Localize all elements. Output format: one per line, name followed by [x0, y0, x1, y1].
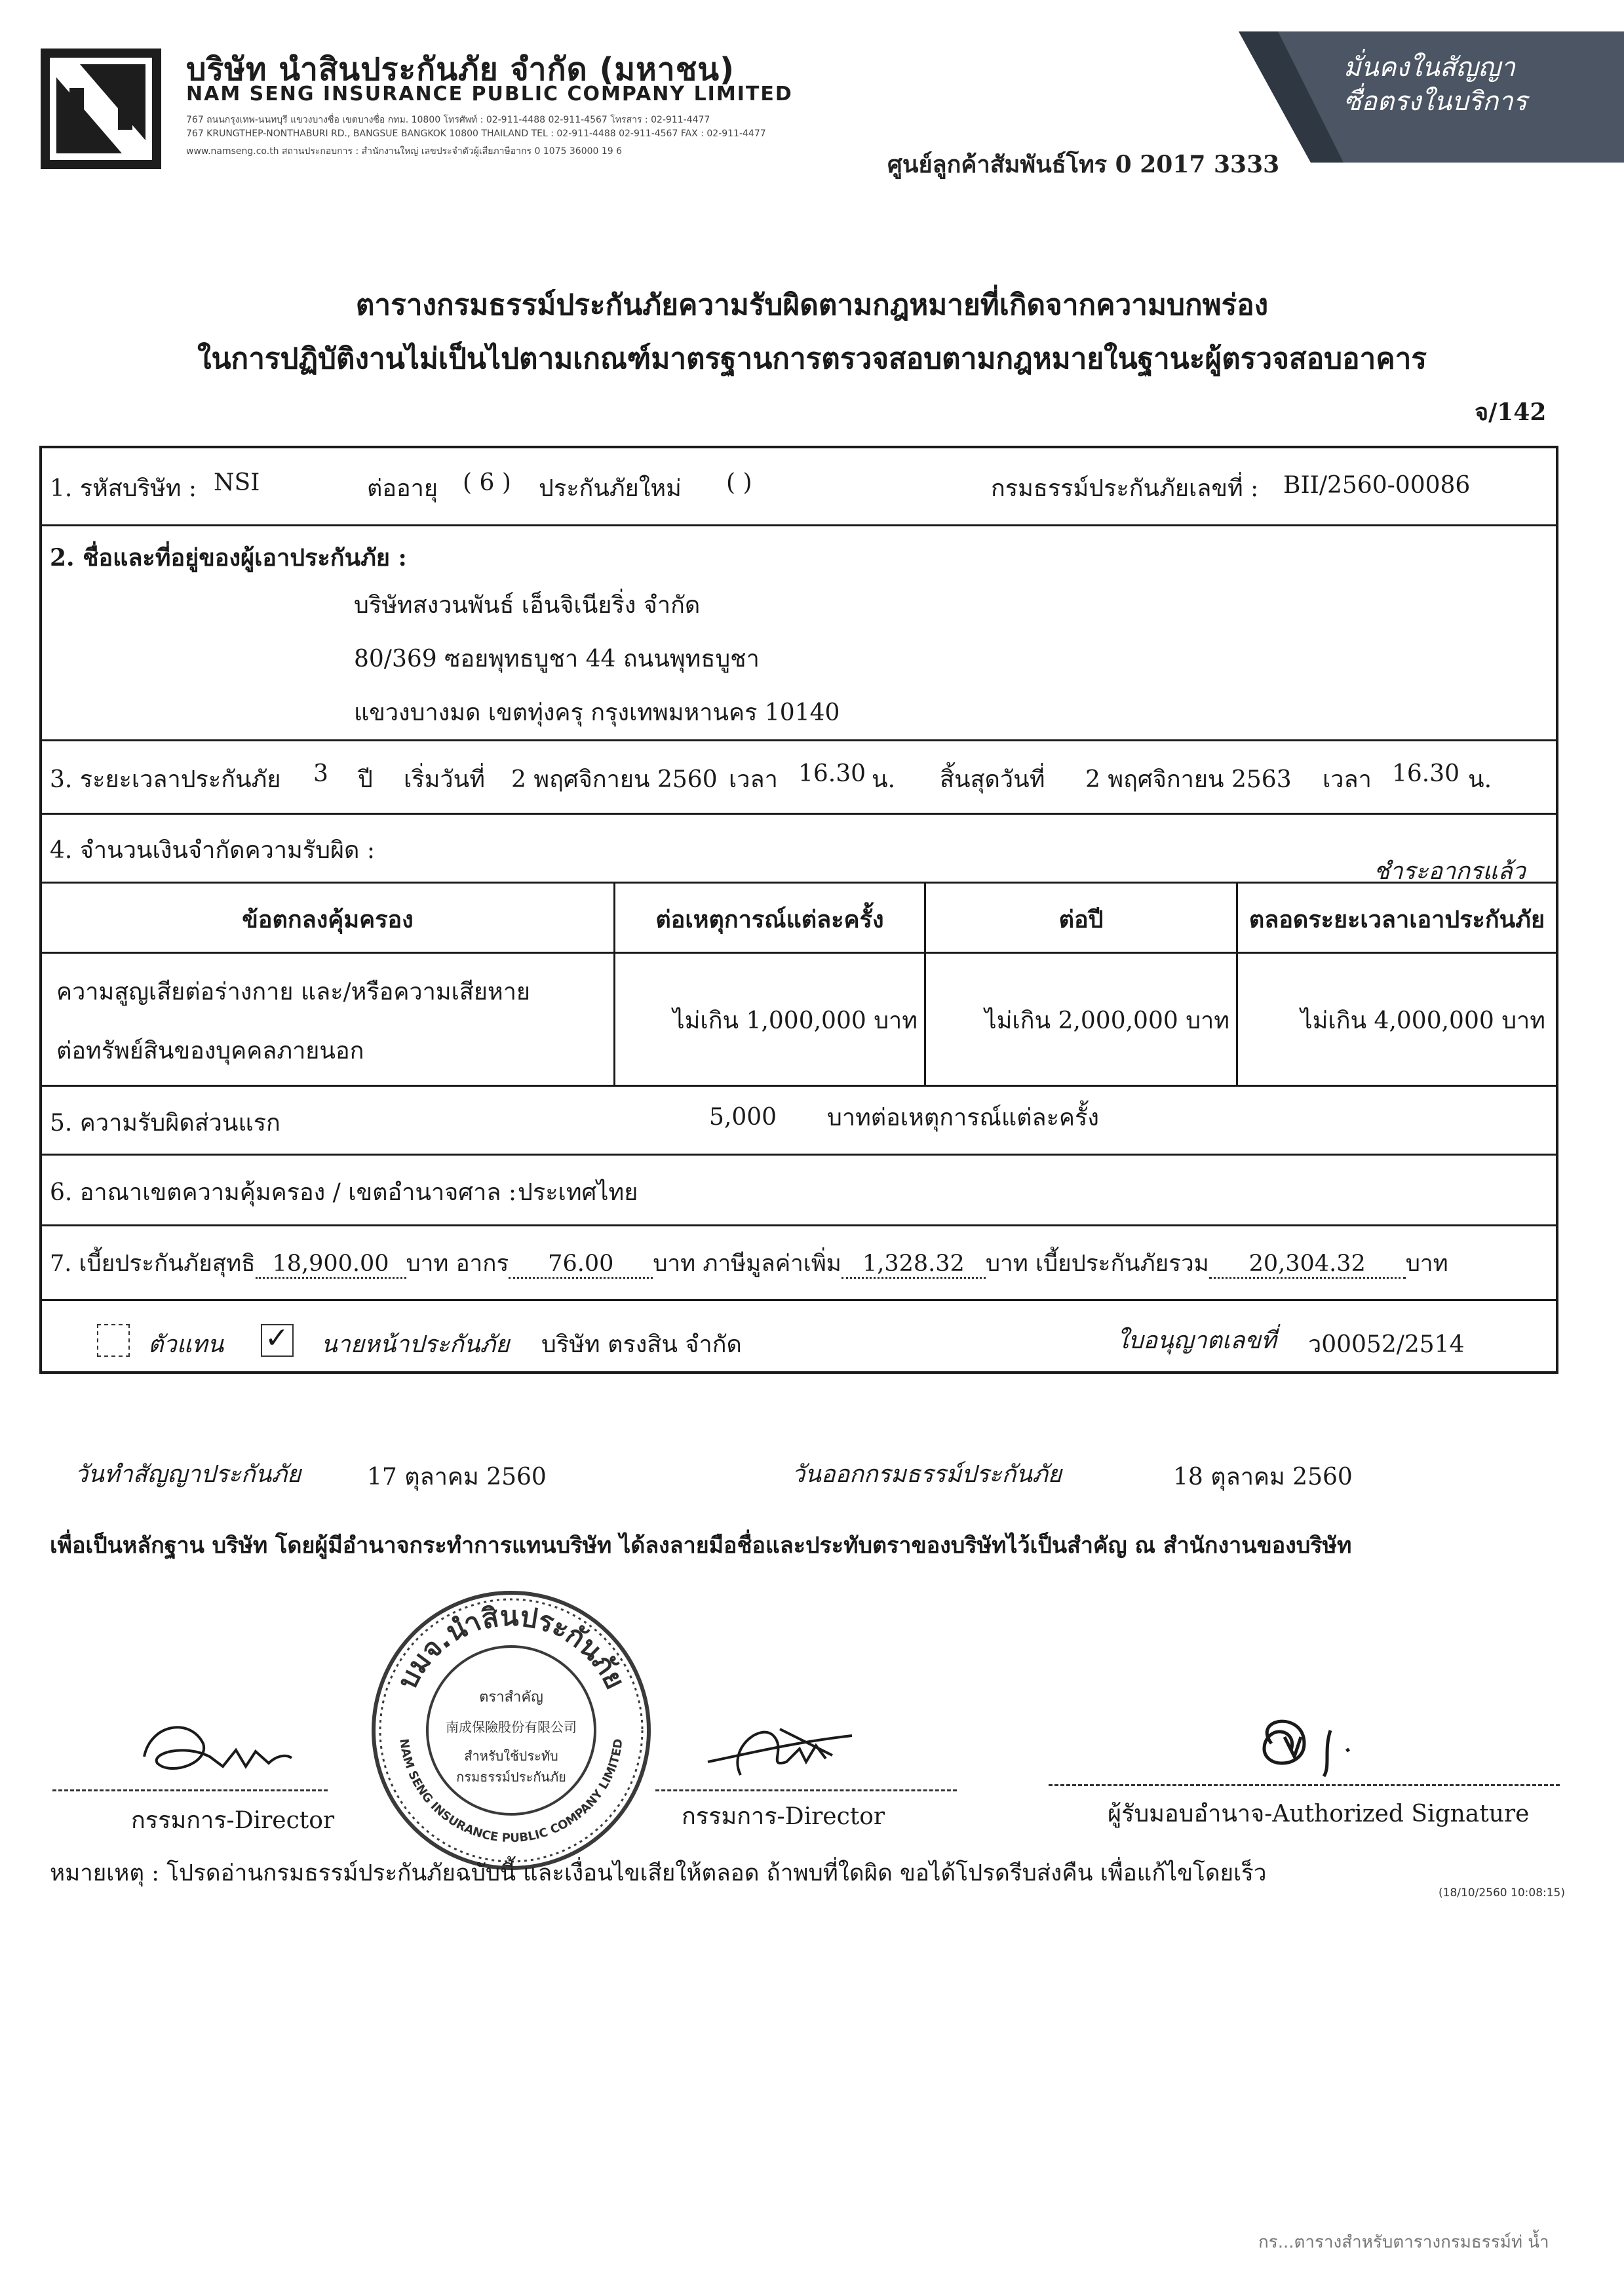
stamp-duty-label: อากร — [455, 1251, 509, 1277]
period-years: 3 — [313, 760, 328, 787]
insured-address-line-1: 80/369 ซอยพุทธบูชา 44 ถนนพุทธบูชา — [354, 646, 760, 673]
baht-unit: บาท — [653, 1251, 696, 1277]
jurisdiction-label: 6. อาณาเขตความคุ้มครอง / เขตอำนาจศาล : — [50, 1179, 516, 1206]
baht-unit: บาท — [985, 1251, 1028, 1277]
row-divider — [39, 813, 1558, 815]
limits-label: 4. จำนวนเงินจำกัดความรับผิด : — [50, 837, 375, 864]
company-address-thai: 767 ถนนกรุงเทพ-นนทบุรี แขวงบางซื่อ เขตบางซื่อ กทม. 10800 โทรศัพท์ : 02-911-4488 02-911-4567 โทรสาร : 02-911-4477 — [186, 115, 710, 125]
seal-ring-thai: บมจ.นำสินประกันภัย — [391, 1599, 632, 1694]
deductible-amount: 5,000 — [709, 1104, 777, 1131]
policy-number-label: กรมธรรม์ประกันภัยเลขที่ : — [991, 475, 1259, 502]
per-occurrence-header: ต่อเหตุการณ์แต่ละครั้ง — [655, 906, 884, 933]
agent-checkbox[interactable] — [97, 1324, 130, 1357]
seal-text-3: สำหรับใช้ประทับ — [464, 1748, 558, 1764]
row-divider — [39, 882, 1558, 884]
director-2-caption: กรรมการ-Director — [682, 1803, 885, 1830]
row-divider — [39, 1224, 1558, 1226]
start-time-label: เวลา — [729, 766, 778, 793]
per-period-limit: ไม่เกิน 4,000,000 บาท — [1300, 1007, 1545, 1034]
coverage-header: ข้อตกลงคุ้มครอง — [242, 906, 414, 933]
tagline-line-2: ซื่อตรงในบริการ — [1344, 87, 1528, 117]
end-time-value: 16.30 — [1392, 760, 1460, 787]
authorized-signature — [1232, 1704, 1402, 1783]
director-2-signature-line — [655, 1789, 957, 1791]
total-premium-value: 20,304.32 — [1209, 1251, 1406, 1279]
renewal-label: ต่ออายุ — [367, 475, 438, 502]
agent-label: ตัวแทน — [148, 1331, 224, 1358]
insured-address-line-2: แขวงบางมด เขตทุ่งครุ กรุงเทพมหานคร 10140 — [354, 699, 840, 726]
company-name-english: NAM SENG INSURANCE PUBLIC COMPANY LIMITED — [186, 83, 793, 106]
company-code-value: NSI — [214, 469, 260, 496]
per-period-header: ตลอดระยะเวลาเอาประกันภัย — [1248, 906, 1545, 933]
row-divider — [39, 524, 1558, 526]
jurisdiction-value: ประเทศไทย — [518, 1179, 638, 1206]
company-seal — [367, 1586, 655, 1875]
company-website-tax: www.namseng.co.th สถานประกอบการ : สำนักงานใหญ่ เลขประจำตัวผู้เสียภาษีอากร 0 1075 36000 19 6 — [186, 146, 623, 157]
renewal-value: ( 6 ) — [463, 469, 511, 496]
contract-date-value: 17 ตุลาคม 2560 — [367, 1464, 547, 1491]
premium-row — [50, 1245, 1448, 1281]
per-occurrence-limit: ไม่เกิน 1,000,000 บาท — [672, 1007, 918, 1034]
company-logo — [41, 49, 161, 169]
company-name-thai: บริษัท นำสินประกันภัย จำกัด (มหาชน) — [186, 51, 735, 88]
document-title-line-1: ตารางกรมธรรม์ประกันภัยความรับผิดตามกฎหมายที่เกิดจากความบกพร่อง — [355, 288, 1269, 322]
end-time-unit: น. — [1468, 766, 1492, 793]
vat-value: 1,328.32 — [841, 1251, 986, 1279]
start-time-unit: น. — [872, 766, 896, 793]
document-title-line-2: ในการปฏิบัติงานไม่เป็นไปตามเกณฑ์มาตรฐานการตรวจสอบตามกฎหมายในฐานะผู้ตรวจสอบอาคาร — [197, 342, 1427, 376]
vat-label: ภาษีมูลค่าเพิ่ม — [703, 1251, 841, 1277]
row-divider — [39, 1154, 1558, 1156]
seal-text-1: ตราสำคัญ — [479, 1689, 543, 1706]
policy-number-value: BII/2560-00086 — [1283, 472, 1471, 499]
seal-text-2: 南成保險股份有限公司 — [446, 1719, 577, 1735]
insured-name: บริษัทสงวนพันธ์ เอ็นจิเนียริ่ง จำกัด — [354, 592, 701, 619]
form-number: จ/142 — [1475, 399, 1547, 426]
director-1-signature-line — [52, 1789, 328, 1791]
baht-unit: บาท — [1405, 1251, 1448, 1277]
issue-date-value: 18 ตุลาคม 2560 — [1173, 1464, 1353, 1491]
seal-ring-english: NAM SENG INSURANCE PUBLIC COMPANY LIMITED — [396, 1738, 626, 1846]
end-time-label: เวลา — [1323, 766, 1372, 793]
witness-statement: เพื่อเป็นหลักฐาน บริษัท โดยผู้มีอำนาจกระทำการแทนบริษัท ได้ลงลายมือชื่อและประทับตราของบริษัทไว้เป็นสำคัญ ณ สำนักงานของบริษัท — [50, 1532, 1352, 1559]
footer-caption: กร...ตารางสำหรับตารางกรมธรรม์ท่ น้ำ — [1258, 2232, 1549, 2252]
issue-date-label: วันออกกรมธรรม์ประกันภัย — [792, 1461, 1062, 1488]
tagline-line-1: มั่นคงในสัญญา — [1344, 52, 1515, 83]
stamp-duty-value: 76.00 — [509, 1251, 653, 1279]
authorized-signature-line — [1049, 1784, 1560, 1786]
net-premium-label: 7. เบี้ยประกันภัยสุทธิ — [50, 1251, 256, 1277]
director-2-signature — [701, 1709, 859, 1788]
coverage-description-line-2: ต่อทรัพย์สินของบุคคลภายนอก — [56, 1038, 364, 1064]
row-divider — [39, 1299, 1558, 1301]
new-policy-value: ( ) — [726, 469, 752, 496]
print-timestamp: (18/10/2560 10:08:15) — [1439, 1886, 1566, 1900]
start-date-label: เริ่มวันที่ — [404, 766, 485, 793]
deductible-label: 5. ความรับผิดส่วนแรก — [50, 1110, 280, 1137]
period-years-unit: ปี — [358, 766, 373, 793]
net-premium-value: 18,900.00 — [256, 1251, 406, 1279]
coverage-description-line-1: ความสูญเสียต่อร่างกาย และ/หรือความเสียหาย — [56, 979, 531, 1005]
company-address-english: 767 KRUNGTHEP-NONTHABURI RD., BANGSUE BANGKOK 10800 THAILAND TEL : 02-911-4488 02-911-4567 FAX : 02-911-4477 — [186, 128, 766, 139]
end-date-value: 2 พฤศจิกายน 2563 — [1085, 766, 1292, 793]
baht-unit: บาท — [406, 1251, 449, 1277]
new-policy-label: ประกันภัยใหม่ — [539, 475, 682, 502]
seal-text-4: กรมธรรม์ประกันภัย — [456, 1769, 566, 1785]
row-divider — [39, 739, 1558, 741]
broker-label: นายหน้าประกันภัย — [321, 1331, 510, 1358]
total-premium-label: เบี้ยประกันภัยรวม — [1035, 1251, 1209, 1277]
per-year-limit: ไม่เกิน 2,000,000 บาท — [984, 1007, 1229, 1034]
director-1-caption: กรรมการ-Director — [131, 1807, 335, 1834]
start-time-value: 16.30 — [798, 760, 866, 787]
company-code-label: 1. รหัสบริษัท : — [50, 475, 197, 502]
deductible-unit: บาทต่อเหตุการณ์แต่ละครั้ง — [827, 1104, 1099, 1131]
license-label: ใบอนุญาตเลขที่ — [1117, 1327, 1277, 1354]
insured-label: 2. ชื่อและที่อยู่ของผู้เอาประกันภัย : — [50, 544, 407, 572]
director-1-signature — [131, 1711, 301, 1789]
end-date-label: สิ้นสุดวันที่ — [940, 766, 1045, 793]
broker-name: บริษัท ตรงสิน จำกัด — [541, 1331, 742, 1358]
authorized-caption: ผู้รับมอบอำนาจ-Authorized Signature — [1108, 1801, 1530, 1827]
row-divider — [39, 1085, 1558, 1087]
per-year-header: ต่อปี — [1058, 906, 1104, 933]
row-divider — [39, 952, 1558, 954]
license-number: ว00052/2514 — [1308, 1331, 1465, 1358]
stamp-duty-paid-note: ชำระอากรแล้ว — [1374, 858, 1526, 885]
check-icon: ✓ — [265, 1321, 289, 1355]
contract-date-label: วันทำสัญญาประกันภัย — [75, 1461, 301, 1488]
start-date-value: 2 พฤศจิกายน 2560 — [511, 766, 718, 793]
customer-hotline: ศูนย์ลูกค้าสัมพันธ์โทร 0 2017 3333 — [887, 151, 1280, 178]
remark-note: หมายเหตุ : โปรดอ่านกรมธรรม์ประกันภัยฉบับนี้ และเงื่อนไขเสียให้ตลอด ถ้าพบที่ใดผิด ขอได้โปรดรีบส่งคืน เพื่อแก้ไขโดยเร็ว — [50, 1860, 1267, 1886]
period-label: 3. ระยะเวลาประกันภัย — [50, 766, 281, 793]
